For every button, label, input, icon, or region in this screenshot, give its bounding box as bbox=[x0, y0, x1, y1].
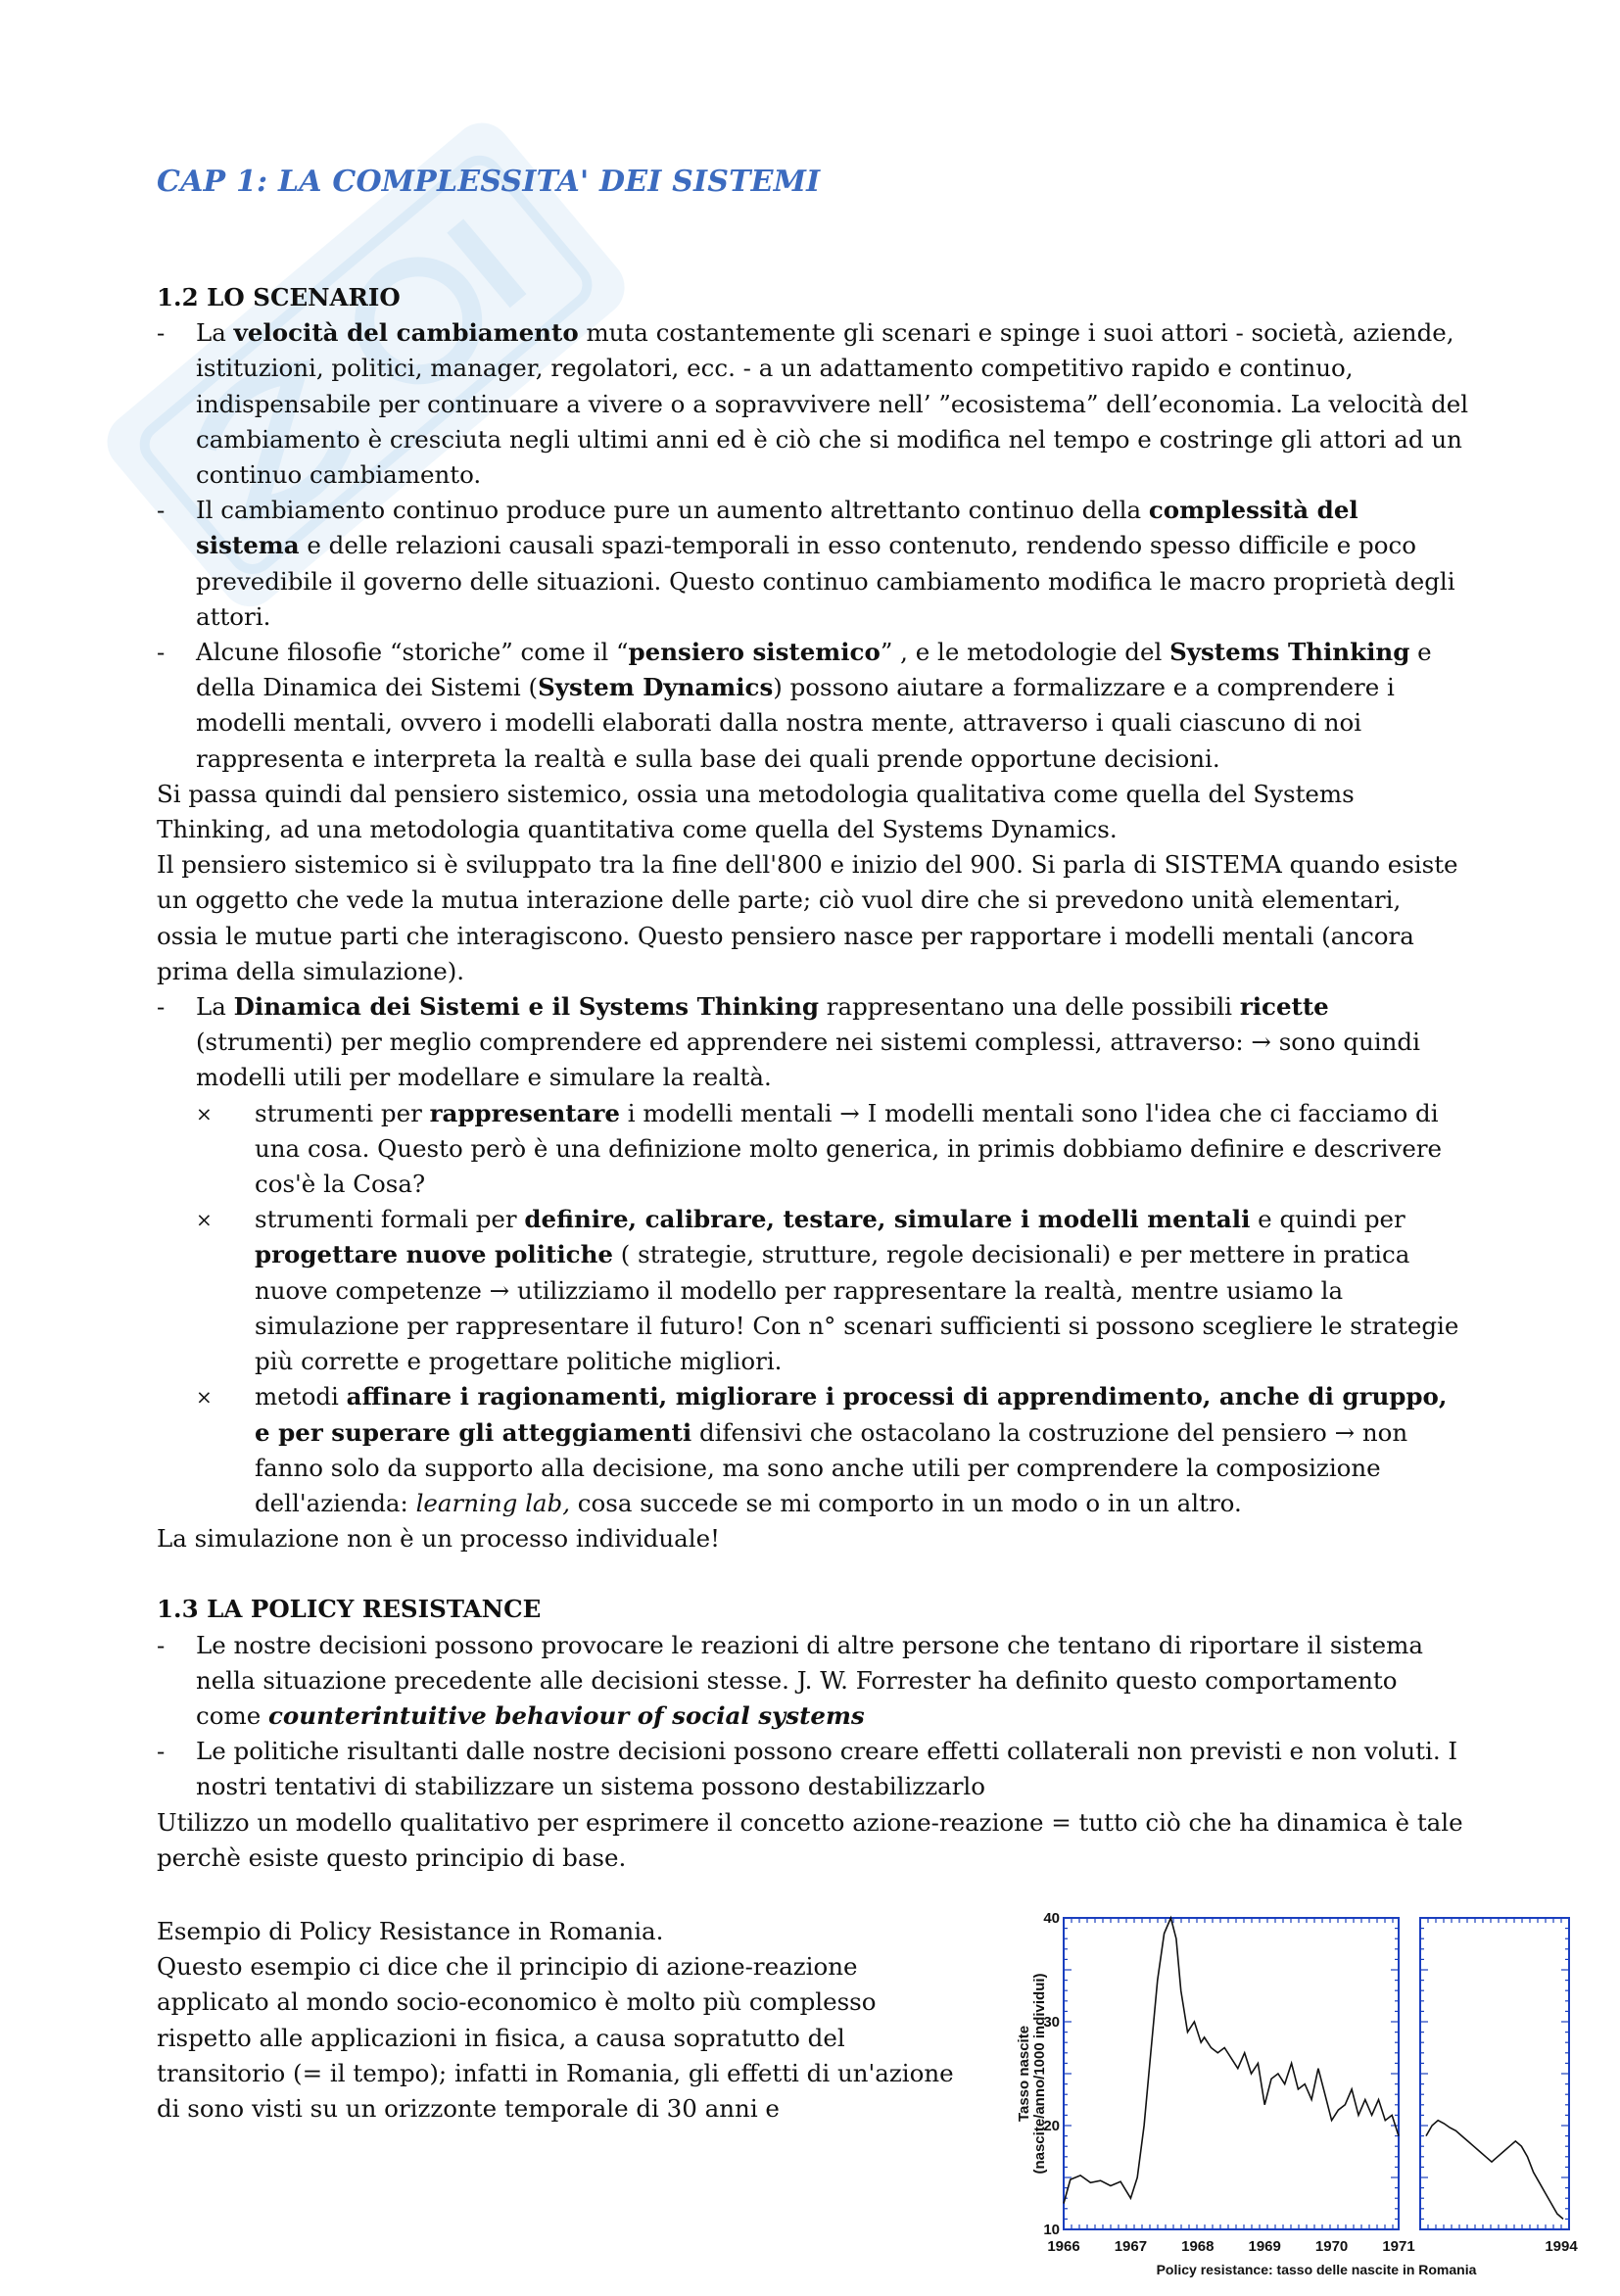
bold-text: definire, calibrare, testare, simulare i modelli mentali bbox=[524, 1205, 1251, 1234]
y-axis-label: (nascite/anno/1000 individui) bbox=[1031, 1973, 1048, 2175]
bullet-text: Alcune filosofie “storiche” come il “pensiero sistemico” , e le metodologie del Systems Thinking e della Dinamica dei Sistemi (System Dynamics) possono aiutare a formalizzare e a comprendere i modelli mentali, ovvero i modelli elaborati dalla nostra mente, attraverso i quali ciascuno di noi rappresenta e interpreta la realtà e sulla base dei quali prende opportune decisioni. bbox=[196, 638, 1432, 773]
x-tick-label: 1970 bbox=[1314, 2238, 1349, 2255]
birth-rate-figure bbox=[999, 1900, 1587, 2292]
y-tick-label: 20 bbox=[1043, 2118, 1060, 2134]
bold-text: progettare nuove politiche bbox=[255, 1240, 613, 1269]
sub-bullet-item bbox=[157, 1379, 1469, 1521]
sub-bullet-text: metodi affinare i ragionamenti, migliorare i processi di apprendimento, anche di gruppo, e per superare gli atteggiamenti difensivi che ostacolano la costruzione del pensiero → non fanno solo da supporto alla decisione, ma sono anche utili per comprendere la composizione dell'azienda: learning lab, cosa succede se mi comporto in un modo o in un altro. bbox=[255, 1382, 1448, 1517]
bold-text: System Dynamics bbox=[538, 673, 774, 702]
bullet-item bbox=[157, 1734, 1469, 1804]
bullet-item bbox=[157, 635, 1469, 777]
dash-marker: - bbox=[157, 1630, 166, 1659]
paragraph: Si passa quindi dal pensiero sistemico, ossia una metodologia qualitativa come quella del Systems Thinking, ad una metodologia quantitativa come quella del Systems Dynamics. bbox=[157, 779, 1355, 844]
section-1-2 bbox=[157, 280, 1469, 1876]
dash-marker: - bbox=[157, 496, 166, 525]
x-tick-label: 1968 bbox=[1181, 2238, 1215, 2255]
bold-text: pensiero sistemico bbox=[628, 638, 881, 667]
section-heading: 1.3 LA POLICY RESISTANCE bbox=[157, 1595, 542, 1624]
y-tick-label: 10 bbox=[1043, 2222, 1060, 2238]
dash-marker: - bbox=[157, 638, 166, 667]
right-panel-frame bbox=[1420, 1918, 1569, 2229]
birth-rate-chart bbox=[999, 1900, 1587, 2292]
bold-text: ricette bbox=[1239, 992, 1329, 1022]
bullet-text: La Dinamica dei Sistemi e il Systems Thinking rappresentano una delle possibili ricette (strumenti) per meglio comprendere ed apprendere nei sistemi complessi, attraverso: → sono quindi modelli utili per modellare e simulare la realtà. bbox=[196, 992, 1420, 1092]
paragraph: Utilizzo un modello qualitativo per esprimere il concetto azione-reazione = tutto ciò che ha dinamica è tale perchè esiste questo principio di base. bbox=[157, 1807, 1463, 1872]
dash-marker: - bbox=[157, 992, 166, 1022]
bold-text: Systems Thinking bbox=[1169, 638, 1410, 667]
y-tick-label: 40 bbox=[1043, 1910, 1060, 1927]
bold-text: velocità del cambiamento bbox=[233, 318, 579, 348]
x-tick-label: 1966 bbox=[1047, 2238, 1080, 2255]
italic-text: learning lab, bbox=[415, 1488, 570, 1517]
bullet-item bbox=[157, 1628, 1469, 1735]
left-panel-frame bbox=[1064, 1918, 1399, 2229]
sub-bullet-item bbox=[157, 1202, 1469, 1379]
bullet-text: Il cambiamento continuo produce pure un aumento altrettanto continuo della complessità del sistema e delle relazioni causali spazi-temporali in esso contenuto, rendendo spesso difficile e poco prevedibile il governo delle situazioni. Questo continuo cambiamento modifica le macro proprietà degli attori. bbox=[196, 496, 1455, 631]
section-heading: 1.2 LO SCENARIO bbox=[157, 283, 401, 311]
chart-caption: Policy resistance: tasso delle nascite in Romania bbox=[1156, 2262, 1477, 2277]
dash-marker: - bbox=[157, 318, 166, 348]
y-tick-label: 30 bbox=[1043, 2014, 1060, 2031]
dash-marker: - bbox=[157, 1737, 166, 1766]
paragraph: Questo esempio ci dice che il principio di azione-reazione applicato al mondo socio-economico è molto più complesso rispetto alle applicazioni in fisica, a causa sopratutto del transitorio (= il tempo); infatti in Romania, gli effetti di un'azione di sono visti su un orizzonte temporale di 30 anni e bbox=[157, 1952, 954, 2124]
paragraph: La simulazione non è un processo individuale! bbox=[157, 1524, 720, 1554]
cross-marker-icon: × bbox=[196, 1208, 213, 1232]
bullet-text: La velocità del cambiamento muta costantemente gli scenari e spinge i suoi attori - società, aziende, istituzioni, politici, manager, regolatori, ecc. - a un adattamento competitivo rapido e continuo, indispensabile per continuare a vivere o a sopravvivere nell’ ”ecosistema” dell’economia. La velocità del cambiamento è cresciuta negli ultimi anni ed è ciò che si modifica nel tempo e costringe gli attori ad un continuo cambiamento. bbox=[196, 318, 1469, 490]
bold-text: Dinamica dei Sistemi e il Systems Thinking bbox=[233, 992, 820, 1022]
romania-example bbox=[157, 1914, 960, 2127]
bold-italic-text: counterintuitive behaviour of social systems bbox=[268, 1700, 865, 1730]
bullet-item bbox=[157, 493, 1469, 635]
bold-text: affinare i ragionamenti, migliorare i processi di apprendimento, anche di gruppo, e per superare gli atteggiamenti bbox=[255, 1382, 1448, 1447]
x-tick-label: 1967 bbox=[1114, 2238, 1148, 2255]
sub-bullet-text: strumenti formali per definire, calibrare, testare, simulare i modelli mentali e quindi per progettare nuove politiche ( strategie, strutture, regole decisionali) e per mettere in pratica nuove competenze → utilizziamo il modello per rappresentare la realtà, mentre usiamo la simulazione per rappresentare il futuro! Con n° scenari sufficienti si possono scegliere le strategie più corrette e progettare politiche migliori. bbox=[255, 1205, 1459, 1376]
y-axis-label: Tasso nascite bbox=[1016, 2025, 1032, 2123]
x-tick-label: 1969 bbox=[1248, 2238, 1281, 2255]
bullet-item bbox=[157, 315, 1469, 493]
bullet-text: Le nostre decisioni possono provocare le reazioni di altre persone che tentano di riportare il sistema nella situazione precedente alle decisioni stesse. J. W. Forrester ha definito questo comportamento come counterintuitive behaviour of social systems bbox=[196, 1630, 1423, 1730]
bullet-item bbox=[157, 989, 1469, 1096]
paragraph: Esempio di Policy Resistance in Romania. bbox=[157, 1917, 664, 1945]
x-tick-label: 1971 bbox=[1382, 2238, 1415, 2255]
bold-text: rappresentare bbox=[429, 1098, 620, 1127]
cross-marker-icon: × bbox=[196, 1385, 213, 1410]
paragraph: Il pensiero sistemico si è sviluppato tra la fine dell'800 e inizio del 900. Si parla di SISTEMA quando esiste un oggetto che vede la mutua interazione delle parte; ciò vuol dire che si prevedono unità elementari, ossia le mutue parti che interagiscono. Questo pensiero nasce per rapportare i modelli mentali (ancora prima della simulazione). bbox=[157, 850, 1458, 985]
series-line-1994 bbox=[1426, 2121, 1563, 2220]
series-line-1966-1971 bbox=[1064, 1918, 1399, 2204]
bullet-text: Le politiche risultanti dalle nostre decisioni possono creare effetti collaterali non previsti e non voluti. I nostri tentativi di stabilizzare un sistema possono destabilizzarlo bbox=[196, 1737, 1458, 1801]
chapter-title: CAP 1: LA COMPLESSITA' DEI SISTEMI bbox=[157, 165, 821, 199]
sub-bullet-item bbox=[157, 1096, 1469, 1203]
x-tick-label: 1994 bbox=[1545, 2238, 1578, 2255]
bold-text: complessità del sistema bbox=[196, 496, 1358, 560]
cross-marker-icon: × bbox=[196, 1101, 213, 1125]
sub-bullet-text: strumenti per rappresentare i modelli mentali → I modelli mentali sono l'idea che ci facciamo di una cosa. Questo però è una definizione molto generica, in primis dobbiamo definire e descrivere cos'è la Cosa? bbox=[255, 1098, 1443, 1199]
